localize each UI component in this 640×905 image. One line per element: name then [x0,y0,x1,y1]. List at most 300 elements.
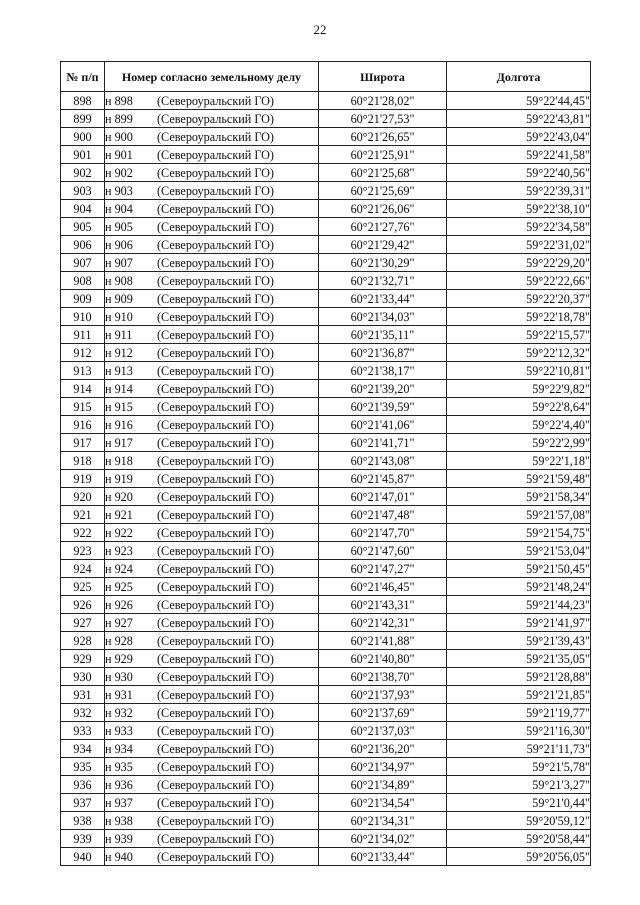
longitude-cell: 59°22'39,31" [447,182,591,200]
point-code: н 936 [105,777,133,792]
point-code: н 904 [105,201,133,216]
table-row [61,164,591,182]
point-code: н 932 [105,705,133,720]
table-row [61,416,591,434]
district-name: (Североуральский ГО) [157,813,274,828]
table-row [61,128,591,146]
district-name: (Североуральский ГО) [157,381,274,396]
land-case-cell [105,578,319,596]
table-body [61,92,591,866]
longitude-cell: 59°21'44,23" [447,596,591,614]
table-row [61,812,591,830]
point-code: н 935 [105,759,133,774]
longitude-cell: 59°22'15,57" [447,326,591,344]
latitude-cell: 60°21'47,01" [319,488,447,506]
latitude-cell: 60°21'41,06" [319,416,447,434]
latitude-cell: 60°21'27,53" [319,110,447,128]
point-code: н 927 [105,615,133,630]
row-number: 916 [61,416,105,434]
row-number: 922 [61,524,105,542]
longitude-cell: 59°22'43,04" [447,128,591,146]
table-row [61,830,591,848]
district-name: (Североуральский ГО) [157,849,274,864]
land-case-cell [105,200,319,218]
latitude-cell: 60°21'43,31" [319,596,447,614]
land-case-cell [105,614,319,632]
point-code: н 921 [105,507,133,522]
table-row [61,470,591,488]
row-number: 910 [61,308,105,326]
row-number: 932 [61,704,105,722]
longitude-cell: 59°22'34,58" [447,218,591,236]
table-row [61,794,591,812]
longitude-cell: 59°21'54,75" [447,524,591,542]
longitude-cell: 59°21'58,34" [447,488,591,506]
district-name: (Североуральский ГО) [157,525,274,540]
land-case-cell [105,308,319,326]
latitude-cell: 60°21'29,42" [319,236,447,254]
header-longitude: Долгота [447,62,591,92]
table-row [61,236,591,254]
table-row [61,596,591,614]
point-code: н 900 [105,129,133,144]
latitude-cell: 60°21'47,27" [319,560,447,578]
land-case-cell [105,128,319,146]
table-row [61,362,591,380]
row-number: 934 [61,740,105,758]
row-number: 938 [61,812,105,830]
row-number: 940 [61,848,105,866]
land-case-cell [105,686,319,704]
longitude-cell: 59°21'16,30" [447,722,591,740]
row-number: 915 [61,398,105,416]
row-number: 939 [61,830,105,848]
point-code: н 923 [105,543,133,558]
row-number: 920 [61,488,105,506]
land-case-cell [105,668,319,686]
point-code: н 918 [105,453,133,468]
table-row [61,506,591,524]
latitude-cell: 60°21'32,71" [319,272,447,290]
point-code: н 899 [105,111,133,126]
district-name: (Североуральский ГО) [157,435,274,450]
latitude-cell: 60°21'28,02" [319,92,447,110]
district-name: (Североуральский ГО) [157,93,274,108]
longitude-cell: 59°21'39,43" [447,632,591,650]
longitude-cell: 59°21'59,48" [447,470,591,488]
longitude-cell: 59°22'10,81" [447,362,591,380]
district-name: (Североуральский ГО) [157,579,274,594]
longitude-cell: 59°21'41,97" [447,614,591,632]
row-number: 930 [61,668,105,686]
point-code: н 931 [105,687,133,702]
table-row [61,434,591,452]
row-number: 926 [61,596,105,614]
latitude-cell: 60°21'36,20" [319,740,447,758]
district-name: (Североуральский ГО) [157,273,274,288]
table-row [61,290,591,308]
latitude-cell: 60°21'42,31" [319,614,447,632]
district-name: (Североуральский ГО) [157,687,274,702]
table-row [61,92,591,110]
land-case-cell [105,704,319,722]
longitude-cell: 59°21'0,44" [447,794,591,812]
table-row [61,578,591,596]
row-number: 901 [61,146,105,164]
land-case-cell [105,596,319,614]
longitude-cell: 59°22'29,20" [447,254,591,272]
longitude-cell: 59°21'21,85" [447,686,591,704]
land-case-cell [105,434,319,452]
longitude-cell: 59°21'50,45" [447,560,591,578]
latitude-cell: 60°21'38,70" [319,668,447,686]
district-name: (Североуральский ГО) [157,129,274,144]
longitude-cell: 59°22'1,18" [447,452,591,470]
latitude-cell: 60°21'37,93" [319,686,447,704]
latitude-cell: 60°21'34,02" [319,830,447,848]
point-code: н 929 [105,651,133,666]
longitude-cell: 59°21'35,05" [447,650,591,668]
land-case-cell [105,848,319,866]
table-header-row [61,62,591,92]
latitude-cell: 60°21'27,76" [319,218,447,236]
point-code: н 910 [105,309,133,324]
latitude-cell: 60°21'34,97" [319,758,447,776]
latitude-cell: 60°21'25,69" [319,182,447,200]
table-row [61,200,591,218]
row-number: 931 [61,686,105,704]
point-code: н 903 [105,183,133,198]
row-number: 933 [61,722,105,740]
row-number: 913 [61,362,105,380]
table-row [61,686,591,704]
land-case-cell [105,560,319,578]
table-row [61,218,591,236]
district-name: (Североуральский ГО) [157,597,274,612]
latitude-cell: 60°21'26,06" [319,200,447,218]
table-row [61,632,591,650]
latitude-cell: 60°21'25,68" [319,164,447,182]
point-code: н 928 [105,633,133,648]
table-row [61,668,591,686]
point-code: н 938 [105,813,133,828]
row-number: 924 [61,560,105,578]
point-code: н 933 [105,723,133,738]
row-number: 914 [61,380,105,398]
page-number: 22 [313,22,327,37]
district-name: (Североуральский ГО) [157,489,274,504]
land-case-cell [105,146,319,164]
point-code: н 915 [105,399,133,414]
latitude-cell: 60°21'38,17" [319,362,447,380]
point-code: н 930 [105,669,133,684]
row-number: 907 [61,254,105,272]
longitude-cell: 59°21'48,24" [447,578,591,596]
longitude-cell: 59°22'9,82" [447,380,591,398]
district-name: (Североуральский ГО) [157,723,274,738]
table-row [61,380,591,398]
land-case-cell [105,812,319,830]
district-name: (Североуральский ГО) [157,795,274,810]
latitude-cell: 60°21'39,20" [319,380,447,398]
latitude-cell: 60°21'34,03" [319,308,447,326]
land-case-cell [105,182,319,200]
table-row [61,344,591,362]
table-row [61,182,591,200]
table-row [61,524,591,542]
district-name: (Североуральский ГО) [157,741,274,756]
land-case-cell [105,344,319,362]
point-code: н 920 [105,489,133,504]
land-case-cell [105,92,319,110]
district-name: (Североуральский ГО) [157,399,274,414]
latitude-cell: 60°21'47,60" [319,542,447,560]
table-row [61,488,591,506]
row-number: 903 [61,182,105,200]
longitude-cell: 59°21'19,77" [447,704,591,722]
header-num: № п/п [61,62,105,92]
land-case-cell [105,326,319,344]
point-code: н 912 [105,345,133,360]
longitude-cell: 59°22'12,32" [447,344,591,362]
district-name: (Североуральский ГО) [157,201,274,216]
district-name: (Североуральский ГО) [157,615,274,630]
district-name: (Североуральский ГО) [157,165,274,180]
latitude-cell: 60°21'26,65" [319,128,447,146]
longitude-cell: 59°22'20,37" [447,290,591,308]
point-code: н 914 [105,381,133,396]
district-name: (Североуральский ГО) [157,147,274,162]
district-name: (Североуральский ГО) [157,453,274,468]
row-number: 929 [61,650,105,668]
longitude-cell: 59°21'5,78" [447,758,591,776]
district-name: (Североуральский ГО) [157,327,274,342]
district-name: (Североуральский ГО) [157,291,274,306]
district-name: (Североуральский ГО) [157,543,274,558]
point-code: н 908 [105,273,133,288]
latitude-cell: 60°21'46,45" [319,578,447,596]
row-number: 904 [61,200,105,218]
land-case-cell [105,380,319,398]
row-number: 905 [61,218,105,236]
land-case-cell [105,398,319,416]
longitude-cell: 59°22'41,58" [447,146,591,164]
point-code: н 905 [105,219,133,234]
district-name: (Североуральский ГО) [157,237,274,252]
point-code: н 922 [105,525,133,540]
latitude-cell: 60°21'30,29" [319,254,447,272]
table-row [61,326,591,344]
longitude-cell: 59°21'57,08" [447,506,591,524]
point-code: н 939 [105,831,133,846]
longitude-cell: 59°21'28,88" [447,668,591,686]
row-number: 921 [61,506,105,524]
district-name: (Североуральский ГО) [157,363,274,378]
land-case-cell [105,830,319,848]
row-number: 923 [61,542,105,560]
district-name: (Североуральский ГО) [157,669,274,684]
land-case-cell [105,794,319,812]
latitude-cell: 60°21'40,80" [319,650,447,668]
latitude-cell: 60°21'47,48" [319,506,447,524]
longitude-cell: 59°20'58,44" [447,830,591,848]
table-row [61,614,591,632]
longitude-cell: 59°22'18,78" [447,308,591,326]
point-code: н 906 [105,237,133,252]
point-code: н 924 [105,561,133,576]
table-row [61,560,591,578]
land-case-cell [105,452,319,470]
point-code: н 926 [105,597,133,612]
land-case-cell [105,236,319,254]
longitude-cell: 59°21'3,27" [447,776,591,794]
row-number: 925 [61,578,105,596]
table-row [61,398,591,416]
district-name: (Североуральский ГО) [157,309,274,324]
table-row [61,254,591,272]
land-case-cell [105,254,319,272]
longitude-cell: 59°22'2,99" [447,434,591,452]
district-name: (Североуральский ГО) [157,111,274,126]
point-code: н 934 [105,741,133,756]
point-code: н 940 [105,849,133,864]
table-row [61,308,591,326]
district-name: (Североуральский ГО) [157,633,274,648]
table-row [61,146,591,164]
land-case-cell [105,164,319,182]
row-number: 900 [61,128,105,146]
table-row [61,704,591,722]
land-case-cell [105,776,319,794]
longitude-cell: 59°21'53,04" [447,542,591,560]
district-name: (Североуральский ГО) [157,705,274,720]
land-case-cell [105,272,319,290]
district-name: (Североуральский ГО) [157,651,274,666]
coordinates-table [60,61,591,866]
latitude-cell: 60°21'35,11" [319,326,447,344]
longitude-cell: 59°22'31,02" [447,236,591,254]
header-name: Номер согласно земельному делу [105,62,319,92]
land-case-cell [105,722,319,740]
table-row [61,740,591,758]
land-case-cell [105,290,319,308]
longitude-cell: 59°22'38,10" [447,200,591,218]
district-name: (Североуральский ГО) [157,831,274,846]
row-number: 917 [61,434,105,452]
row-number: 919 [61,470,105,488]
district-name: (Североуральский ГО) [157,471,274,486]
point-code: н 937 [105,795,133,810]
land-case-cell [105,758,319,776]
latitude-cell: 60°21'41,88" [319,632,447,650]
land-case-cell [105,650,319,668]
latitude-cell: 60°21'37,69" [319,704,447,722]
point-code: н 901 [105,147,133,162]
table-row [61,110,591,128]
longitude-cell: 59°22'8,64" [447,398,591,416]
row-number: 928 [61,632,105,650]
land-case-cell [105,740,319,758]
row-number: 927 [61,614,105,632]
land-case-cell [105,110,319,128]
table-row [61,452,591,470]
latitude-cell: 60°21'43,08" [319,452,447,470]
latitude-cell: 60°21'34,31" [319,812,447,830]
row-number: 909 [61,290,105,308]
latitude-cell: 60°21'33,44" [319,848,447,866]
land-case-cell [105,632,319,650]
district-name: (Североуральский ГО) [157,759,274,774]
longitude-cell: 59°20'59,12" [447,812,591,830]
district-name: (Североуральский ГО) [157,561,274,576]
point-code: н 898 [105,93,133,108]
row-number: 908 [61,272,105,290]
latitude-cell: 60°21'36,87" [319,344,447,362]
row-number: 918 [61,452,105,470]
district-name: (Североуральский ГО) [157,183,274,198]
longitude-cell: 59°20'56,05" [447,848,591,866]
point-code: н 925 [105,579,133,594]
row-number: 911 [61,326,105,344]
land-case-cell [105,218,319,236]
longitude-cell: 59°22'44,45" [447,92,591,110]
land-case-cell [105,524,319,542]
longitude-cell: 59°22'22,66" [447,272,591,290]
row-number: 902 [61,164,105,182]
district-name: (Североуральский ГО) [157,219,274,234]
table-row [61,272,591,290]
row-number: 912 [61,344,105,362]
point-code: н 902 [105,165,133,180]
land-case-cell [105,488,319,506]
longitude-cell: 59°22'40,56" [447,164,591,182]
land-case-cell [105,506,319,524]
point-code: н 916 [105,417,133,432]
latitude-cell: 60°21'47,70" [319,524,447,542]
latitude-cell: 60°21'33,44" [319,290,447,308]
latitude-cell: 60°21'34,54" [319,794,447,812]
row-number: 899 [61,110,105,128]
row-number: 936 [61,776,105,794]
land-case-cell [105,362,319,380]
row-number: 898 [61,92,105,110]
table-row [61,758,591,776]
table-row [61,542,591,560]
land-case-cell [105,542,319,560]
district-name: (Североуральский ГО) [157,417,274,432]
district-name: (Североуральский ГО) [157,345,274,360]
land-case-cell [105,470,319,488]
row-number: 906 [61,236,105,254]
longitude-cell: 59°21'11,73" [447,740,591,758]
point-code: н 917 [105,435,133,450]
latitude-cell: 60°21'39,59" [319,398,447,416]
header-latitude: Широта [319,62,447,92]
district-name: (Североуральский ГО) [157,507,274,522]
latitude-cell: 60°21'45,87" [319,470,447,488]
district-name: (Североуральский ГО) [157,255,274,270]
point-code: н 919 [105,471,133,486]
point-code: н 913 [105,363,133,378]
point-code: н 907 [105,255,133,270]
longitude-cell: 59°22'43,81" [447,110,591,128]
latitude-cell: 60°21'41,71" [319,434,447,452]
latitude-cell: 60°21'34,89" [319,776,447,794]
table-row [61,650,591,668]
latitude-cell: 60°21'37,03" [319,722,447,740]
table-row [61,848,591,866]
land-case-cell [105,416,319,434]
